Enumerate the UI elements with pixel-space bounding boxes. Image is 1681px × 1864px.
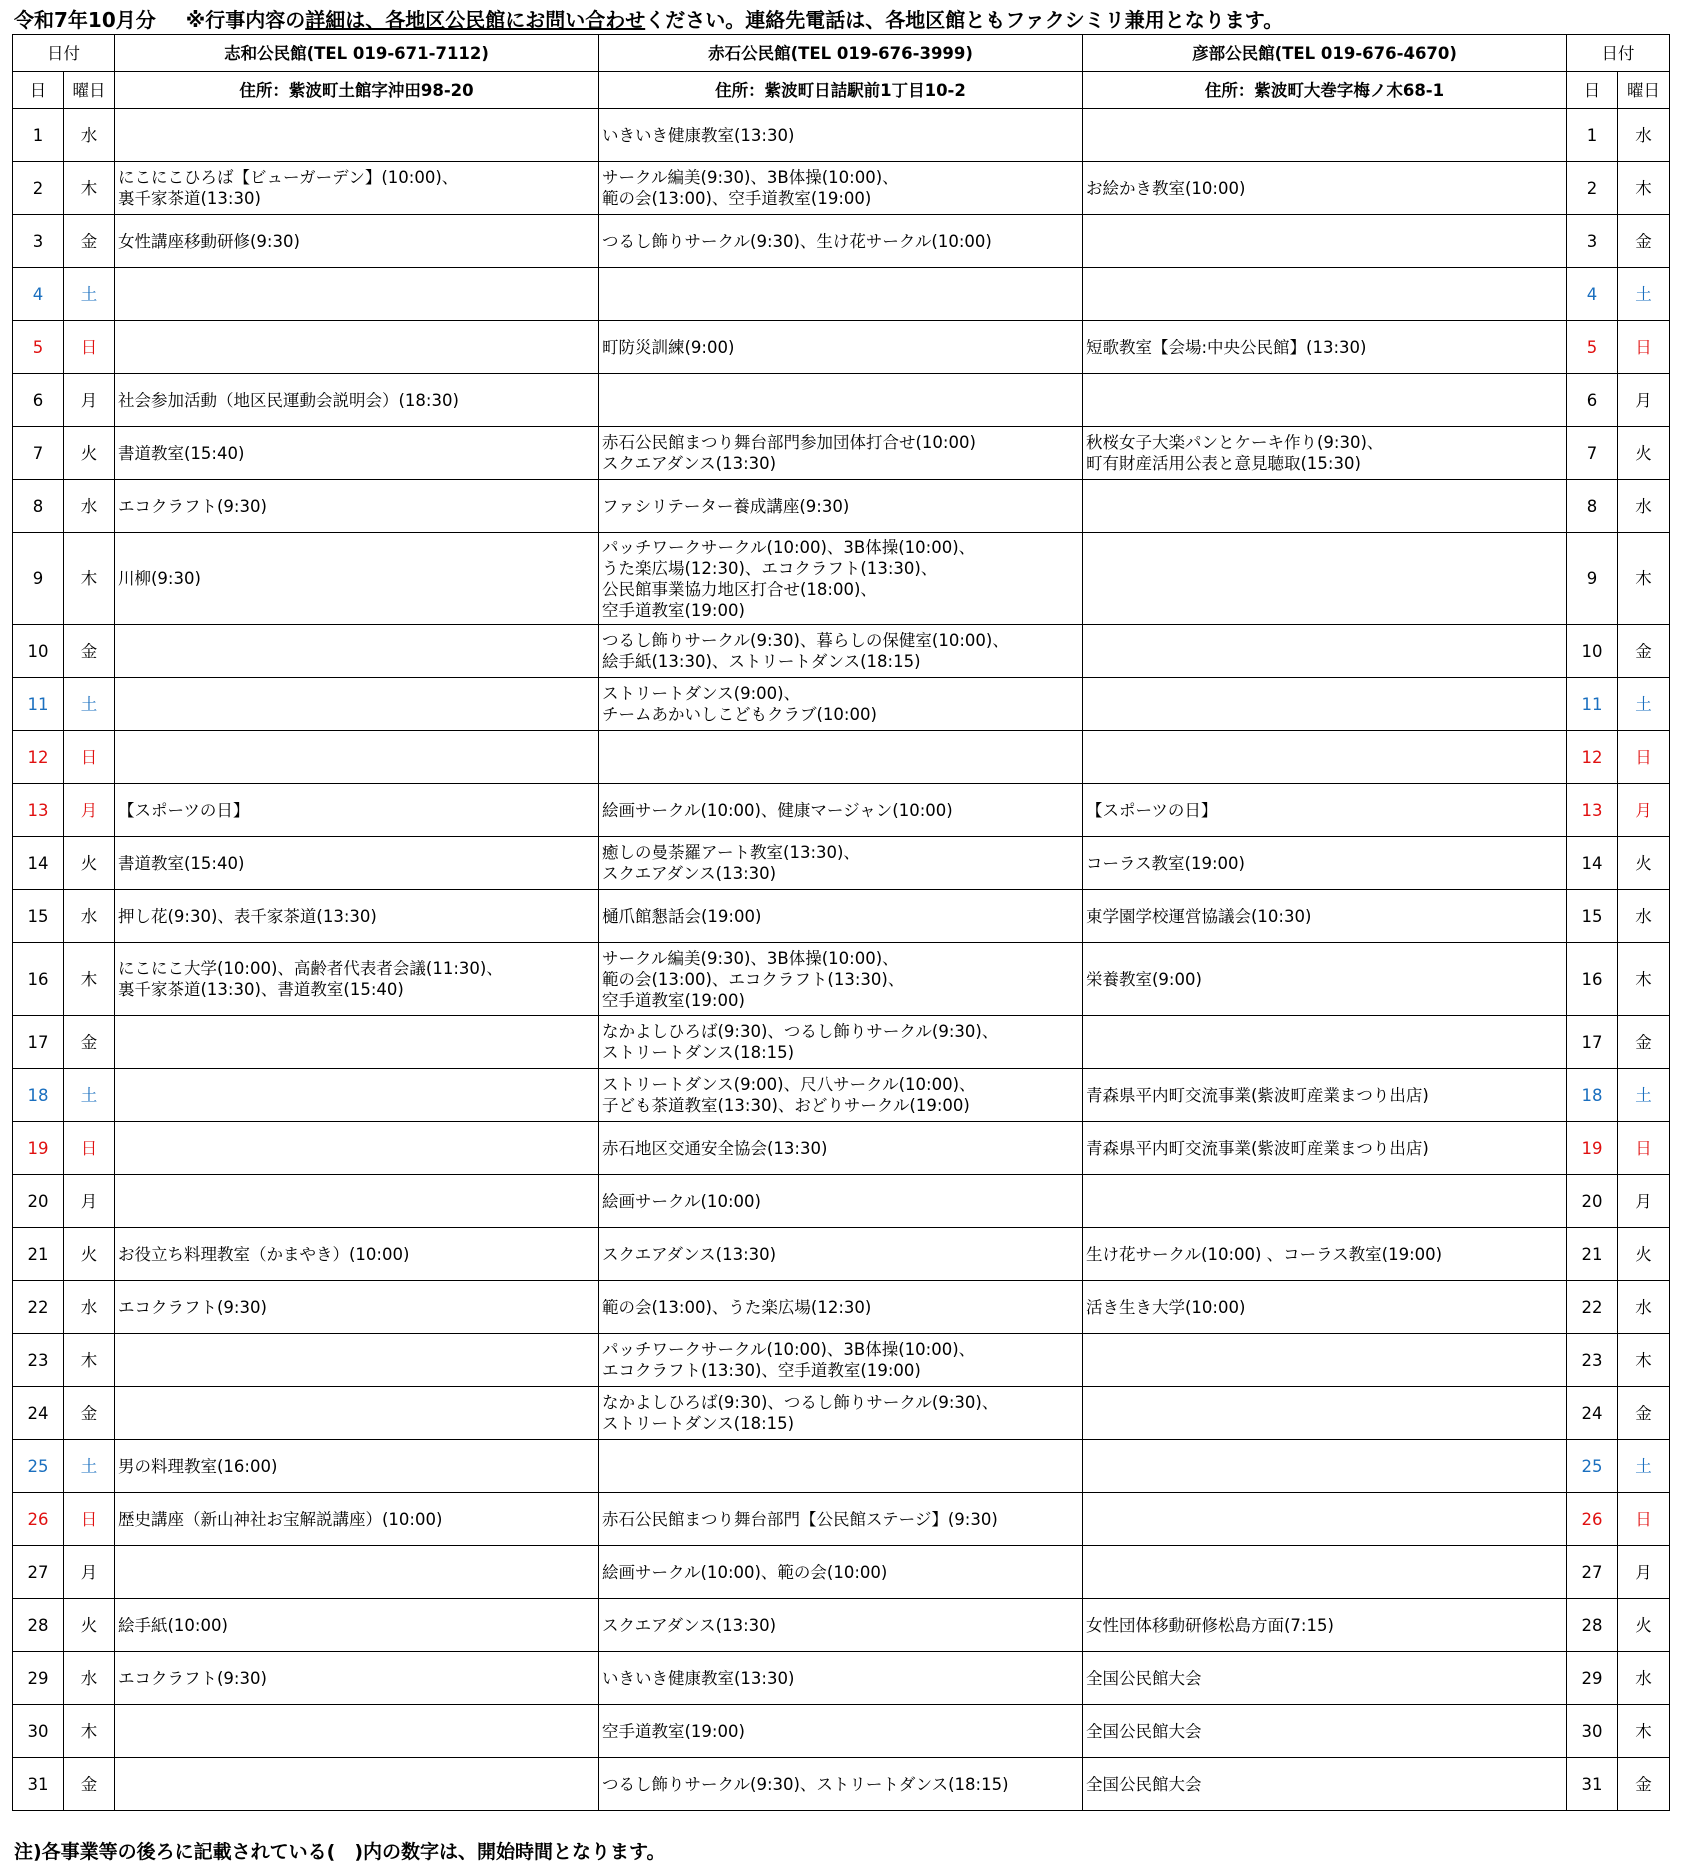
day-cell: 15 (13, 890, 64, 943)
header-row-address (13, 72, 1670, 109)
day-cell: 4 (13, 268, 64, 321)
event-cell-hikobe (1083, 268, 1567, 321)
event-cell-hikobe (1083, 533, 1567, 625)
day-cell-right: 25 (1567, 1440, 1618, 1493)
day-cell: 3 (13, 215, 64, 268)
weekday-cell: 木 (64, 1334, 115, 1387)
day-cell: 17 (13, 1016, 64, 1069)
weekday-cell-right: 土 (1618, 268, 1670, 321)
table-row (13, 1016, 1670, 1069)
event-cell-shiwa (115, 1387, 599, 1440)
weekday-header-right: 曜日 (1618, 72, 1670, 109)
event-cell-hikobe (1083, 625, 1567, 678)
footer-note: 注)各事業等の後ろに記載されている( )内の数字は、開始時間となります。 (14, 1841, 666, 1863)
day-cell-right: 11 (1567, 678, 1618, 731)
weekday-cell-right: 金 (1618, 215, 1670, 268)
event-cell-shiwa: エコクラフト(9:30) (115, 1281, 599, 1334)
day-cell-right: 27 (1567, 1546, 1618, 1599)
event-cell-shiwa: 【スポーツの日】 (115, 784, 599, 837)
schedule-table (12, 34, 1670, 1811)
event-cell-shiwa (115, 321, 599, 374)
day-cell: 14 (13, 837, 64, 890)
event-cell-akaishi: 範の会(13:00)、うた楽広場(12:30) (599, 1281, 1083, 1334)
event-cell-akaishi: 町防災訓練(9:00) (599, 321, 1083, 374)
day-cell-right: 24 (1567, 1387, 1618, 1440)
weekday-cell: 月 (64, 1175, 115, 1228)
event-cell-akaishi: いきいき健康教室(13:30) (599, 109, 1083, 162)
day-cell-right: 9 (1567, 533, 1618, 625)
weekday-cell-right: 月 (1618, 1546, 1670, 1599)
table-row (13, 943, 1670, 1016)
day-cell-right: 18 (1567, 1069, 1618, 1122)
day-cell-right: 5 (1567, 321, 1618, 374)
weekday-cell: 水 (64, 109, 115, 162)
day-cell-right: 2 (1567, 162, 1618, 215)
event-cell-hikobe (1083, 1175, 1567, 1228)
hall-name-hikobe: 彦部公民館(TEL 019-676-4670) (1083, 35, 1567, 72)
weekday-cell-right: 木 (1618, 533, 1670, 625)
day-cell-right: 4 (1567, 268, 1618, 321)
day-cell: 30 (13, 1705, 64, 1758)
weekday-cell-right: 火 (1618, 1599, 1670, 1652)
weekday-cell: 木 (64, 1705, 115, 1758)
day-cell: 23 (13, 1334, 64, 1387)
day-cell: 20 (13, 1175, 64, 1228)
day-cell: 22 (13, 1281, 64, 1334)
table-row (13, 215, 1670, 268)
weekday-cell-right: 木 (1618, 1705, 1670, 1758)
weekday-cell-right: 木 (1618, 162, 1670, 215)
weekday-cell-right: 土 (1618, 1069, 1670, 1122)
event-cell-shiwa (115, 268, 599, 321)
weekday-cell-right: 日 (1618, 321, 1670, 374)
day-cell-right: 3 (1567, 215, 1618, 268)
weekday-cell-right: 水 (1618, 1281, 1670, 1334)
event-cell-hikobe: 全国公民館大会 (1083, 1758, 1567, 1811)
weekday-cell-right: 水 (1618, 109, 1670, 162)
table-row (13, 890, 1670, 943)
day-cell: 5 (13, 321, 64, 374)
weekday-cell-right: 月 (1618, 1175, 1670, 1228)
table-row (13, 268, 1670, 321)
event-cell-shiwa: エコクラフト(9:30) (115, 1652, 599, 1705)
day-cell: 29 (13, 1652, 64, 1705)
weekday-cell: 水 (64, 1652, 115, 1705)
table-row (13, 1387, 1670, 1440)
event-cell-akaishi: ストリートダンス(9:00)、尺八サークル(10:00)、 子ども茶道教室(13:30)、おどりサークル(19:00) (599, 1069, 1083, 1122)
day-cell: 10 (13, 625, 64, 678)
day-cell-right: 7 (1567, 427, 1618, 480)
table-row (13, 533, 1670, 625)
event-cell-akaishi: パッチワークサークル(10:00)、3B体操(10:00)、 エコクラフト(13:30)、空手道教室(19:00) (599, 1334, 1083, 1387)
event-cell-shiwa: エコクラフト(9:30) (115, 480, 599, 533)
table-row (13, 625, 1670, 678)
event-cell-akaishi: なかよしひろば(9:30)、つるし飾りサークル(9:30)、 ストリートダンス(18:15) (599, 1016, 1083, 1069)
event-cell-shiwa (115, 1546, 599, 1599)
event-cell-shiwa (115, 731, 599, 784)
weekday-cell-right: 日 (1618, 1493, 1670, 1546)
event-cell-hikobe: 女性団体移動研修松島方面(7:15) (1083, 1599, 1567, 1652)
event-cell-hikobe (1083, 1546, 1567, 1599)
weekday-cell: 木 (64, 162, 115, 215)
event-cell-hikobe (1083, 374, 1567, 427)
weekday-cell-right: 金 (1618, 1758, 1670, 1811)
table-row (13, 1069, 1670, 1122)
note-prefix: ※行事内容の (185, 8, 306, 32)
weekday-cell: 水 (64, 890, 115, 943)
event-cell-hikobe: 短歌教室【会場:中央公民館】(13:30) (1083, 321, 1567, 374)
month-title: 令和7年10月分 (14, 8, 156, 32)
day-cell-right: 22 (1567, 1281, 1618, 1334)
day-cell-right: 20 (1567, 1175, 1618, 1228)
weekday-cell: 土 (64, 1069, 115, 1122)
weekday-cell: 木 (64, 943, 115, 1016)
table-row (13, 1705, 1670, 1758)
day-cell: 9 (13, 533, 64, 625)
weekday-cell: 日 (64, 1493, 115, 1546)
event-cell-shiwa: にこにこひろば【ビューガーデン】(10:00)、 裏千家茶道(13:30) (115, 162, 599, 215)
weekday-cell: 土 (64, 678, 115, 731)
event-cell-hikobe (1083, 1016, 1567, 1069)
event-cell-hikobe (1083, 109, 1567, 162)
event-cell-shiwa (115, 625, 599, 678)
table-row (13, 1599, 1670, 1652)
weekday-cell: 日 (64, 1122, 115, 1175)
event-cell-shiwa (115, 678, 599, 731)
day-cell-right: 8 (1567, 480, 1618, 533)
day-cell: 11 (13, 678, 64, 731)
table-row (13, 374, 1670, 427)
weekday-cell-right: 月 (1618, 374, 1670, 427)
event-cell-akaishi: 赤石公民館まつり舞台部門参加団体打合せ(10:00) スクエアダンス(13:30) (599, 427, 1083, 480)
day-cell-right: 19 (1567, 1122, 1618, 1175)
day-cell-right: 13 (1567, 784, 1618, 837)
weekday-header-left: 曜日 (64, 72, 115, 109)
day-cell-right: 28 (1567, 1599, 1618, 1652)
weekday-cell-right: 火 (1618, 1228, 1670, 1281)
weekday-cell-right: 火 (1618, 837, 1670, 890)
event-cell-akaishi: 絵画サークル(10:00) (599, 1175, 1083, 1228)
weekday-cell: 土 (64, 268, 115, 321)
day-cell-right: 29 (1567, 1652, 1618, 1705)
table-row (13, 1228, 1670, 1281)
event-cell-akaishi: なかよしひろば(9:30)、つるし飾りサークル(9:30)、 ストリートダンス(18:15) (599, 1387, 1083, 1440)
weekday-cell-right: 水 (1618, 1652, 1670, 1705)
day-cell: 16 (13, 943, 64, 1016)
day-cell-right: 31 (1567, 1758, 1618, 1811)
table-row (13, 784, 1670, 837)
event-cell-shiwa: にこにこ大学(10:00)、高齢者代表者会議(11:30)、 裏千家茶道(13:30)、書道教室(15:40) (115, 943, 599, 1016)
event-cell-shiwa: 男の料理教室(16:00) (115, 1440, 599, 1493)
day-cell: 2 (13, 162, 64, 215)
day-cell: 13 (13, 784, 64, 837)
event-cell-hikobe: 青森県平内町交流事業(紫波町産業まつり出店) (1083, 1122, 1567, 1175)
weekday-cell-right: 日 (1618, 731, 1670, 784)
day-cell: 27 (13, 1546, 64, 1599)
table-row (13, 480, 1670, 533)
header-row-halls (13, 35, 1670, 72)
event-cell-shiwa: 歴史講座（新山神社お宝解説講座）(10:00) (115, 1493, 599, 1546)
event-cell-hikobe: 活き生き大学(10:00) (1083, 1281, 1567, 1334)
day-cell: 7 (13, 427, 64, 480)
event-cell-hikobe: 全国公民館大会 (1083, 1705, 1567, 1758)
day-cell: 19 (13, 1122, 64, 1175)
hall-address-akaishi: 住所：紫波町日詰駅前1丁目10-2 (599, 72, 1083, 109)
day-cell: 21 (13, 1228, 64, 1281)
weekday-cell: 日 (64, 731, 115, 784)
event-cell-akaishi (599, 374, 1083, 427)
event-cell-akaishi: サークル編美(9:30)、3B体操(10:00)、 範の会(13:00)、エコクラフト(13:30)、 空手道教室(19:00) (599, 943, 1083, 1016)
day-cell-right: 10 (1567, 625, 1618, 678)
weekday-cell: 金 (64, 215, 115, 268)
weekday-cell: 火 (64, 1599, 115, 1652)
day-cell: 26 (13, 1493, 64, 1546)
day-cell-right: 16 (1567, 943, 1618, 1016)
weekday-cell: 金 (64, 625, 115, 678)
weekday-cell: 金 (64, 1016, 115, 1069)
event-cell-hikobe (1083, 1387, 1567, 1440)
hall-address-hikobe: 住所：紫波町大巻字梅ノ木68-1 (1083, 72, 1567, 109)
event-cell-shiwa (115, 109, 599, 162)
event-cell-hikobe: 東学園学校運営協議会(10:30) (1083, 890, 1567, 943)
weekday-cell-right: 金 (1618, 1016, 1670, 1069)
day-cell-right: 15 (1567, 890, 1618, 943)
note-suffix: ください。連絡先電話は、各地区館ともファクシミリ兼用となります。 (645, 8, 1284, 32)
weekday-cell: 日 (64, 321, 115, 374)
day-cell: 18 (13, 1069, 64, 1122)
day-cell-right: 21 (1567, 1228, 1618, 1281)
event-cell-akaishi: 赤石地区交通安全協会(13:30) (599, 1122, 1083, 1175)
table-row (13, 162, 1670, 215)
event-cell-akaishi (599, 731, 1083, 784)
weekday-cell-right: 木 (1618, 1334, 1670, 1387)
day-cell-right: 17 (1567, 1016, 1618, 1069)
event-cell-shiwa: 書道教室(15:40) (115, 427, 599, 480)
event-cell-akaishi: つるし飾りサークル(9:30)、生け花サークル(10:00) (599, 215, 1083, 268)
weekday-cell: 木 (64, 533, 115, 625)
weekday-cell-right: 土 (1618, 678, 1670, 731)
weekday-cell: 水 (64, 1281, 115, 1334)
day-cell-right: 12 (1567, 731, 1618, 784)
event-cell-akaishi: 絵画サークル(10:00)、健康マージャン(10:00) (599, 784, 1083, 837)
event-cell-akaishi (599, 268, 1083, 321)
day-cell-right: 6 (1567, 374, 1618, 427)
table-row (13, 678, 1670, 731)
day-cell-right: 14 (1567, 837, 1618, 890)
event-cell-hikobe (1083, 1493, 1567, 1546)
event-cell-hikobe (1083, 678, 1567, 731)
day-cell: 1 (13, 109, 64, 162)
event-cell-shiwa (115, 1334, 599, 1387)
event-cell-hikobe (1083, 480, 1567, 533)
event-cell-hikobe (1083, 1334, 1567, 1387)
event-cell-akaishi: パッチワークサークル(10:00)、3B体操(10:00)、 うた楽広場(12:30)、エコクラフト(13:30)、 公民館事業協力地区打合せ(18:00)、 空手道教室(19:00) (599, 533, 1083, 625)
table-row (13, 1281, 1670, 1334)
weekday-cell-right: 金 (1618, 625, 1670, 678)
day-cell: 25 (13, 1440, 64, 1493)
table-row (13, 837, 1670, 890)
table-row (13, 1546, 1670, 1599)
table-row (13, 321, 1670, 374)
weekday-cell-right: 土 (1618, 1440, 1670, 1493)
weekday-cell-right: 火 (1618, 427, 1670, 480)
event-cell-shiwa: 女性講座移動研修(9:30) (115, 215, 599, 268)
header-note (14, 4, 1283, 33)
event-cell-shiwa: お役立ち料理教室（かまやき）(10:00) (115, 1228, 599, 1281)
day-cell: 31 (13, 1758, 64, 1811)
date-header-right: 日付 (1567, 35, 1670, 72)
hall-address-shiwa: 住所：紫波町土館字沖田98-20 (115, 72, 599, 109)
table-row (13, 1493, 1670, 1546)
weekday-cell: 火 (64, 427, 115, 480)
event-cell-hikobe: 【スポーツの日】 (1083, 784, 1567, 837)
day-cell: 6 (13, 374, 64, 427)
table-row (13, 1652, 1670, 1705)
hall-name-akaishi: 赤石公民館(TEL 019-676-3999) (599, 35, 1083, 72)
day-cell-right: 30 (1567, 1705, 1618, 1758)
event-cell-shiwa (115, 1705, 599, 1758)
event-cell-shiwa (115, 1122, 599, 1175)
weekday-cell-right: 月 (1618, 784, 1670, 837)
weekday-cell: 月 (64, 1546, 115, 1599)
table-row (13, 1440, 1670, 1493)
table-row (13, 1122, 1670, 1175)
event-cell-hikobe (1083, 215, 1567, 268)
table-row (13, 731, 1670, 784)
event-cell-akaishi: 絵画サークル(10:00)、範の会(10:00) (599, 1546, 1083, 1599)
event-cell-hikobe: 全国公民館大会 (1083, 1652, 1567, 1705)
event-cell-akaishi: ファシリテーター養成講座(9:30) (599, 480, 1083, 533)
day-cell: 28 (13, 1599, 64, 1652)
event-cell-hikobe: お絵かき教室(10:00) (1083, 162, 1567, 215)
table-row (13, 1175, 1670, 1228)
table-row (13, 109, 1670, 162)
event-cell-shiwa (115, 1069, 599, 1122)
weekday-cell: 月 (64, 784, 115, 837)
event-cell-hikobe: コーラス教室(19:00) (1083, 837, 1567, 890)
event-cell-akaishi: つるし飾りサークル(9:30)、ストリートダンス(18:15) (599, 1758, 1083, 1811)
weekday-cell-right: 金 (1618, 1387, 1670, 1440)
weekday-cell: 金 (64, 1387, 115, 1440)
note-underlined: 詳細は、各地区公民館にお問い合わせ (305, 8, 646, 32)
event-cell-shiwa: 書道教室(15:40) (115, 837, 599, 890)
event-cell-shiwa (115, 1758, 599, 1811)
event-cell-hikobe: 栄養教室(9:00) (1083, 943, 1567, 1016)
event-cell-shiwa: 絵手紙(10:00) (115, 1599, 599, 1652)
event-cell-akaishi: 癒しの曼荼羅アート教室(13:30)、 スクエアダンス(13:30) (599, 837, 1083, 890)
weekday-cell: 土 (64, 1440, 115, 1493)
day-header-right: 日 (1567, 72, 1618, 109)
event-cell-akaishi: ストリートダンス(9:00)、 チームあかいしこどもクラブ(10:00) (599, 678, 1083, 731)
event-cell-shiwa: 川柳(9:30) (115, 533, 599, 625)
event-cell-akaishi: スクエアダンス(13:30) (599, 1228, 1083, 1281)
event-cell-akaishi: 赤石公民館まつり舞台部門【公民館ステージ】(9:30) (599, 1493, 1083, 1546)
event-cell-akaishi: スクエアダンス(13:30) (599, 1599, 1083, 1652)
event-cell-shiwa (115, 1175, 599, 1228)
date-header-left: 日付 (13, 35, 115, 72)
weekday-cell: 水 (64, 480, 115, 533)
event-cell-akaishi (599, 1440, 1083, 1493)
weekday-cell-right: 木 (1618, 943, 1670, 1016)
table-row (13, 427, 1670, 480)
table-row (13, 1334, 1670, 1387)
event-cell-akaishi: いきいき健康教室(13:30) (599, 1652, 1083, 1705)
weekday-cell: 火 (64, 837, 115, 890)
day-cell: 8 (13, 480, 64, 533)
event-cell-hikobe (1083, 1440, 1567, 1493)
day-cell: 12 (13, 731, 64, 784)
event-cell-akaishi: 空手道教室(19:00) (599, 1705, 1083, 1758)
day-cell-right: 26 (1567, 1493, 1618, 1546)
weekday-cell-right: 水 (1618, 480, 1670, 533)
weekday-cell: 火 (64, 1228, 115, 1281)
event-cell-hikobe: 青森県平内町交流事業(紫波町産業まつり出店) (1083, 1069, 1567, 1122)
weekday-cell-right: 日 (1618, 1122, 1670, 1175)
event-cell-hikobe (1083, 731, 1567, 784)
event-cell-akaishi: サークル編美(9:30)、3B体操(10:00)、 範の会(13:00)、空手道教室(19:00) (599, 162, 1083, 215)
day-cell-right: 23 (1567, 1334, 1618, 1387)
day-header-left: 日 (13, 72, 64, 109)
event-cell-akaishi: つるし飾りサークル(9:30)、暮らしの保健室(10:00)、 絵手紙(13:30)、ストリートダンス(18:15) (599, 625, 1083, 678)
weekday-cell: 月 (64, 374, 115, 427)
table-row (13, 1758, 1670, 1811)
event-cell-shiwa: 社会参加活動（地区民運動会説明会）(18:30) (115, 374, 599, 427)
hall-name-shiwa: 志和公民館(TEL 019-671-7112) (115, 35, 599, 72)
day-cell: 24 (13, 1387, 64, 1440)
event-cell-akaishi: 樋爪館懇話会(19:00) (599, 890, 1083, 943)
event-cell-shiwa: 押し花(9:30)、表千家茶道(13:30) (115, 890, 599, 943)
event-cell-hikobe: 生け花サークル(10:00) 、コーラス教室(19:00) (1083, 1228, 1567, 1281)
event-cell-hikobe: 秋桜女子大楽パンとケーキ作り(9:30)、 町有財産活用公表と意見聴取(15:30) (1083, 427, 1567, 480)
day-cell-right: 1 (1567, 109, 1618, 162)
weekday-cell: 金 (64, 1758, 115, 1811)
event-cell-shiwa (115, 1016, 599, 1069)
weekday-cell-right: 水 (1618, 890, 1670, 943)
